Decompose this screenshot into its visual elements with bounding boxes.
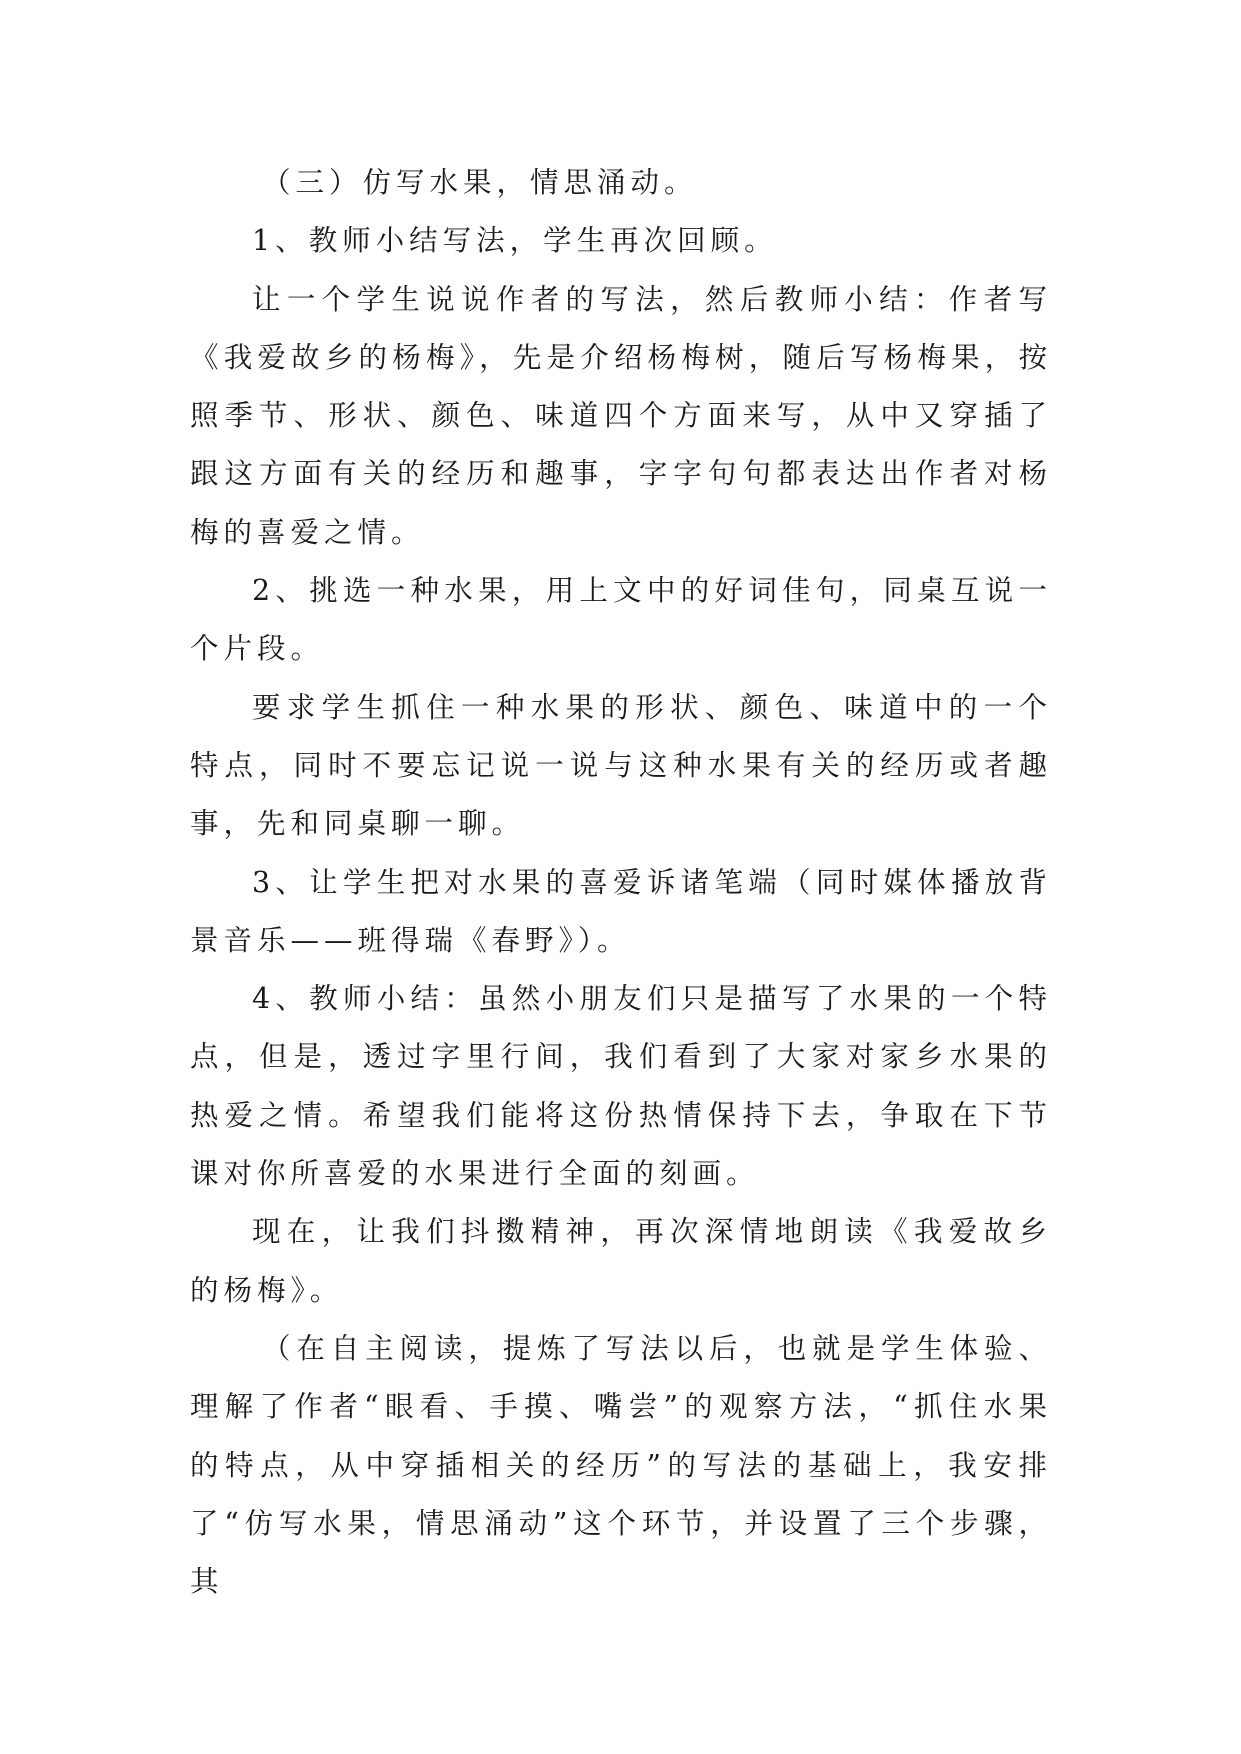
paragraph: （在自主阅读，提炼了写法以后，也就是学生体验、理解了作者“眼看、手摸、嘴尝”的观察方法，“抓住水果的特点，从中穿插相关的经历”的写法的基础上，我安排了“仿写水果，情思涌动”这个环节，并设置了三个步骤，其 (190, 1331, 1052, 1599)
paragraph: 4、教师小结：虽然小朋友们只是描写了水果的一个特点，但是，透过字里行间，我们看到了大家对家乡水果的热爱之情。希望我们能将这份热情保持下去，争取在下节课对你所喜爱的水果进行全面的刻画。 (190, 982, 1052, 1191)
paragraph: 2、挑选一种水果，用上文中的好词佳句，同桌互说一个片段。 (190, 574, 1052, 666)
paragraph: 3、让学生把对水果的喜爱诉诸笔端（同时媒体播放背景音乐——班得瑞《春野》）。 (190, 865, 1052, 957)
paragraph: 让一个学生说说作者的写法，然后教师小结：作者写《我爱故乡的杨梅》，先是介绍杨梅树，随后写杨梅果，按照季节、形状、颜色、味道四个方面来写，从中又穿插了跟这方面有关的经历和趣事，字字句句都表达出作者对杨梅的喜爱之情。 (190, 282, 1052, 549)
paragraph: 现在，让我们抖擞精神，再次深情地朗读《我爱故乡的杨梅》。 (190, 1215, 1052, 1307)
paragraph: 1、教师小结写法，学生再次回顾。 (252, 224, 778, 258)
paragraph: 要求学生抓住一种水果的形状、颜色、味道中的一个特点，同时不要忘记说一说与这种水果有关的经历或者趣事，先和同桌聊一聊。 (190, 690, 1052, 841)
document-body (190, 154, 1052, 1611)
section-heading: （三）仿写水果，情思涌动。 (262, 166, 698, 199)
